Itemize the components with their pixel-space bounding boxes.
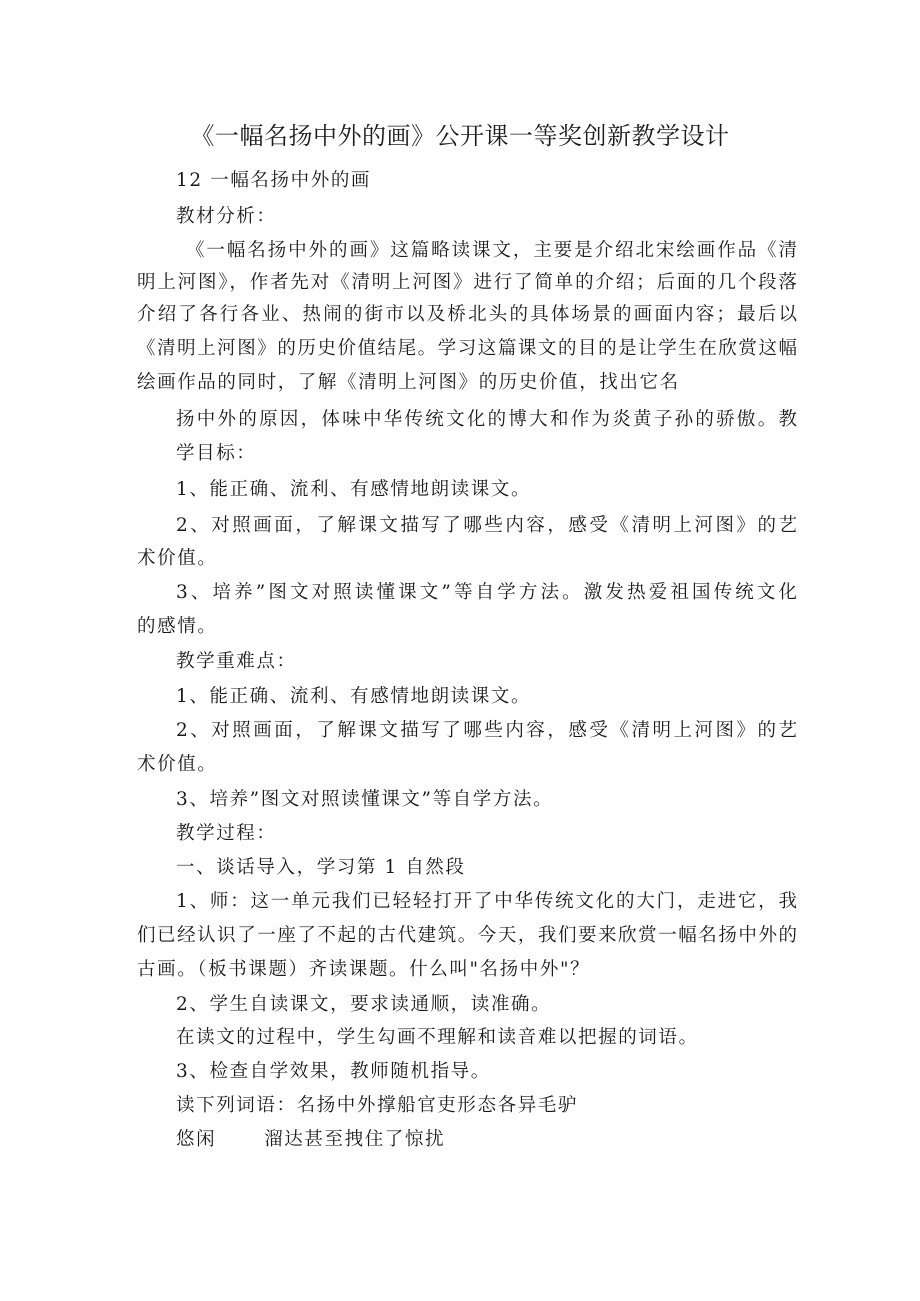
- paragraph-line: 在读文的过程中，学生勾画不理解和读音难以把握的词语。: [176, 1027, 699, 1048]
- paragraph-line: 古画。（板书课题）齐读课题。什么叫"名扬中外"？: [137, 959, 591, 980]
- list-item: 1、能正确、流利、有感情地朗读课文。: [176, 479, 532, 500]
- section-heading-teaching-goals: 学目标：: [176, 443, 257, 464]
- document-title: 《一幅名扬中外的画》公开课一等奖创新教学设计: [190, 122, 730, 150]
- section-heading-teaching-process: 教学过程：: [176, 823, 277, 844]
- paragraph-line: 绘画作品的同时，了解《清明上河图》的历史价值，找出它名: [137, 372, 680, 393]
- vocabulary-line: [176, 1127, 797, 1153]
- list-item: 3、培养”图文对照读懂课文”等自学方法。: [176, 789, 554, 810]
- section-heading-key-points: 教学重难点：: [176, 651, 297, 672]
- section-heading-material-analysis: 教材分析：: [176, 206, 277, 227]
- step-heading: 一、谈话导入，学习第 1 自然段: [176, 857, 466, 878]
- lesson-heading: 12 一幅名扬中外的画: [176, 170, 372, 191]
- list-item: 3、检查自学效果，教师随机指导。: [176, 1061, 491, 1082]
- paragraph-line: 《清明上河图》的历史价值结尾。学习这篇课文的目的是让学生在欣赏这幅: [137, 338, 797, 359]
- list-item: 2、对照画面，了解课文描写了哪些内容，感受《清明上河图》的艺: [176, 720, 797, 741]
- list-item-continuation: 术价值。: [137, 754, 218, 775]
- list-item-continuation: 术价值。: [137, 548, 218, 569]
- vocabulary-line: 读下列词语：名扬中外撑船官吏形态各异毛驴: [176, 1095, 579, 1116]
- vocabulary-words: 溜达甚至拽住了惊扰: [264, 1129, 446, 1150]
- paragraph-line: 1、师：这一单元我们已轻轻打开了中华传统文化的大门，走进它，我: [176, 891, 797, 912]
- paragraph-line: 明上河图》，作者先对《清明上河图》进行了简单的介绍；后面的几个段落: [137, 272, 797, 293]
- list-item-continuation: 的感情。: [137, 616, 218, 637]
- paragraph-line: 《一幅名扬中外的画》这篇略读课文，主要是介绍北宋绘画作品《清: [186, 240, 797, 261]
- paragraph-line: 扬中外的原因，体味中华传统文化的博大和作为炎黄子孙的骄傲。教: [176, 409, 797, 430]
- paragraph-line: 介绍了各行各业、热闹的街市以及桥北头的具体场景的画面内容；最后以: [137, 304, 797, 325]
- list-item: 2、学生自读课文，要求读通顺，读准确。: [176, 994, 552, 1015]
- list-item: 2、对照画面，了解课文描写了哪些内容，感受《清明上河图》的艺: [176, 515, 797, 536]
- vocabulary-word: 悠闲: [176, 1129, 217, 1150]
- paragraph-line: 们已经认识了一座了不起的古代建筑。今天，我们要来欣赏一幅名扬中外的: [137, 925, 797, 946]
- list-item: 3、培养”图文对照读懂课文”等自学方法。激发热爱祖国传统文化: [176, 582, 797, 603]
- list-item: 1、能正确、流利、有感情地朗读课文。: [176, 686, 532, 707]
